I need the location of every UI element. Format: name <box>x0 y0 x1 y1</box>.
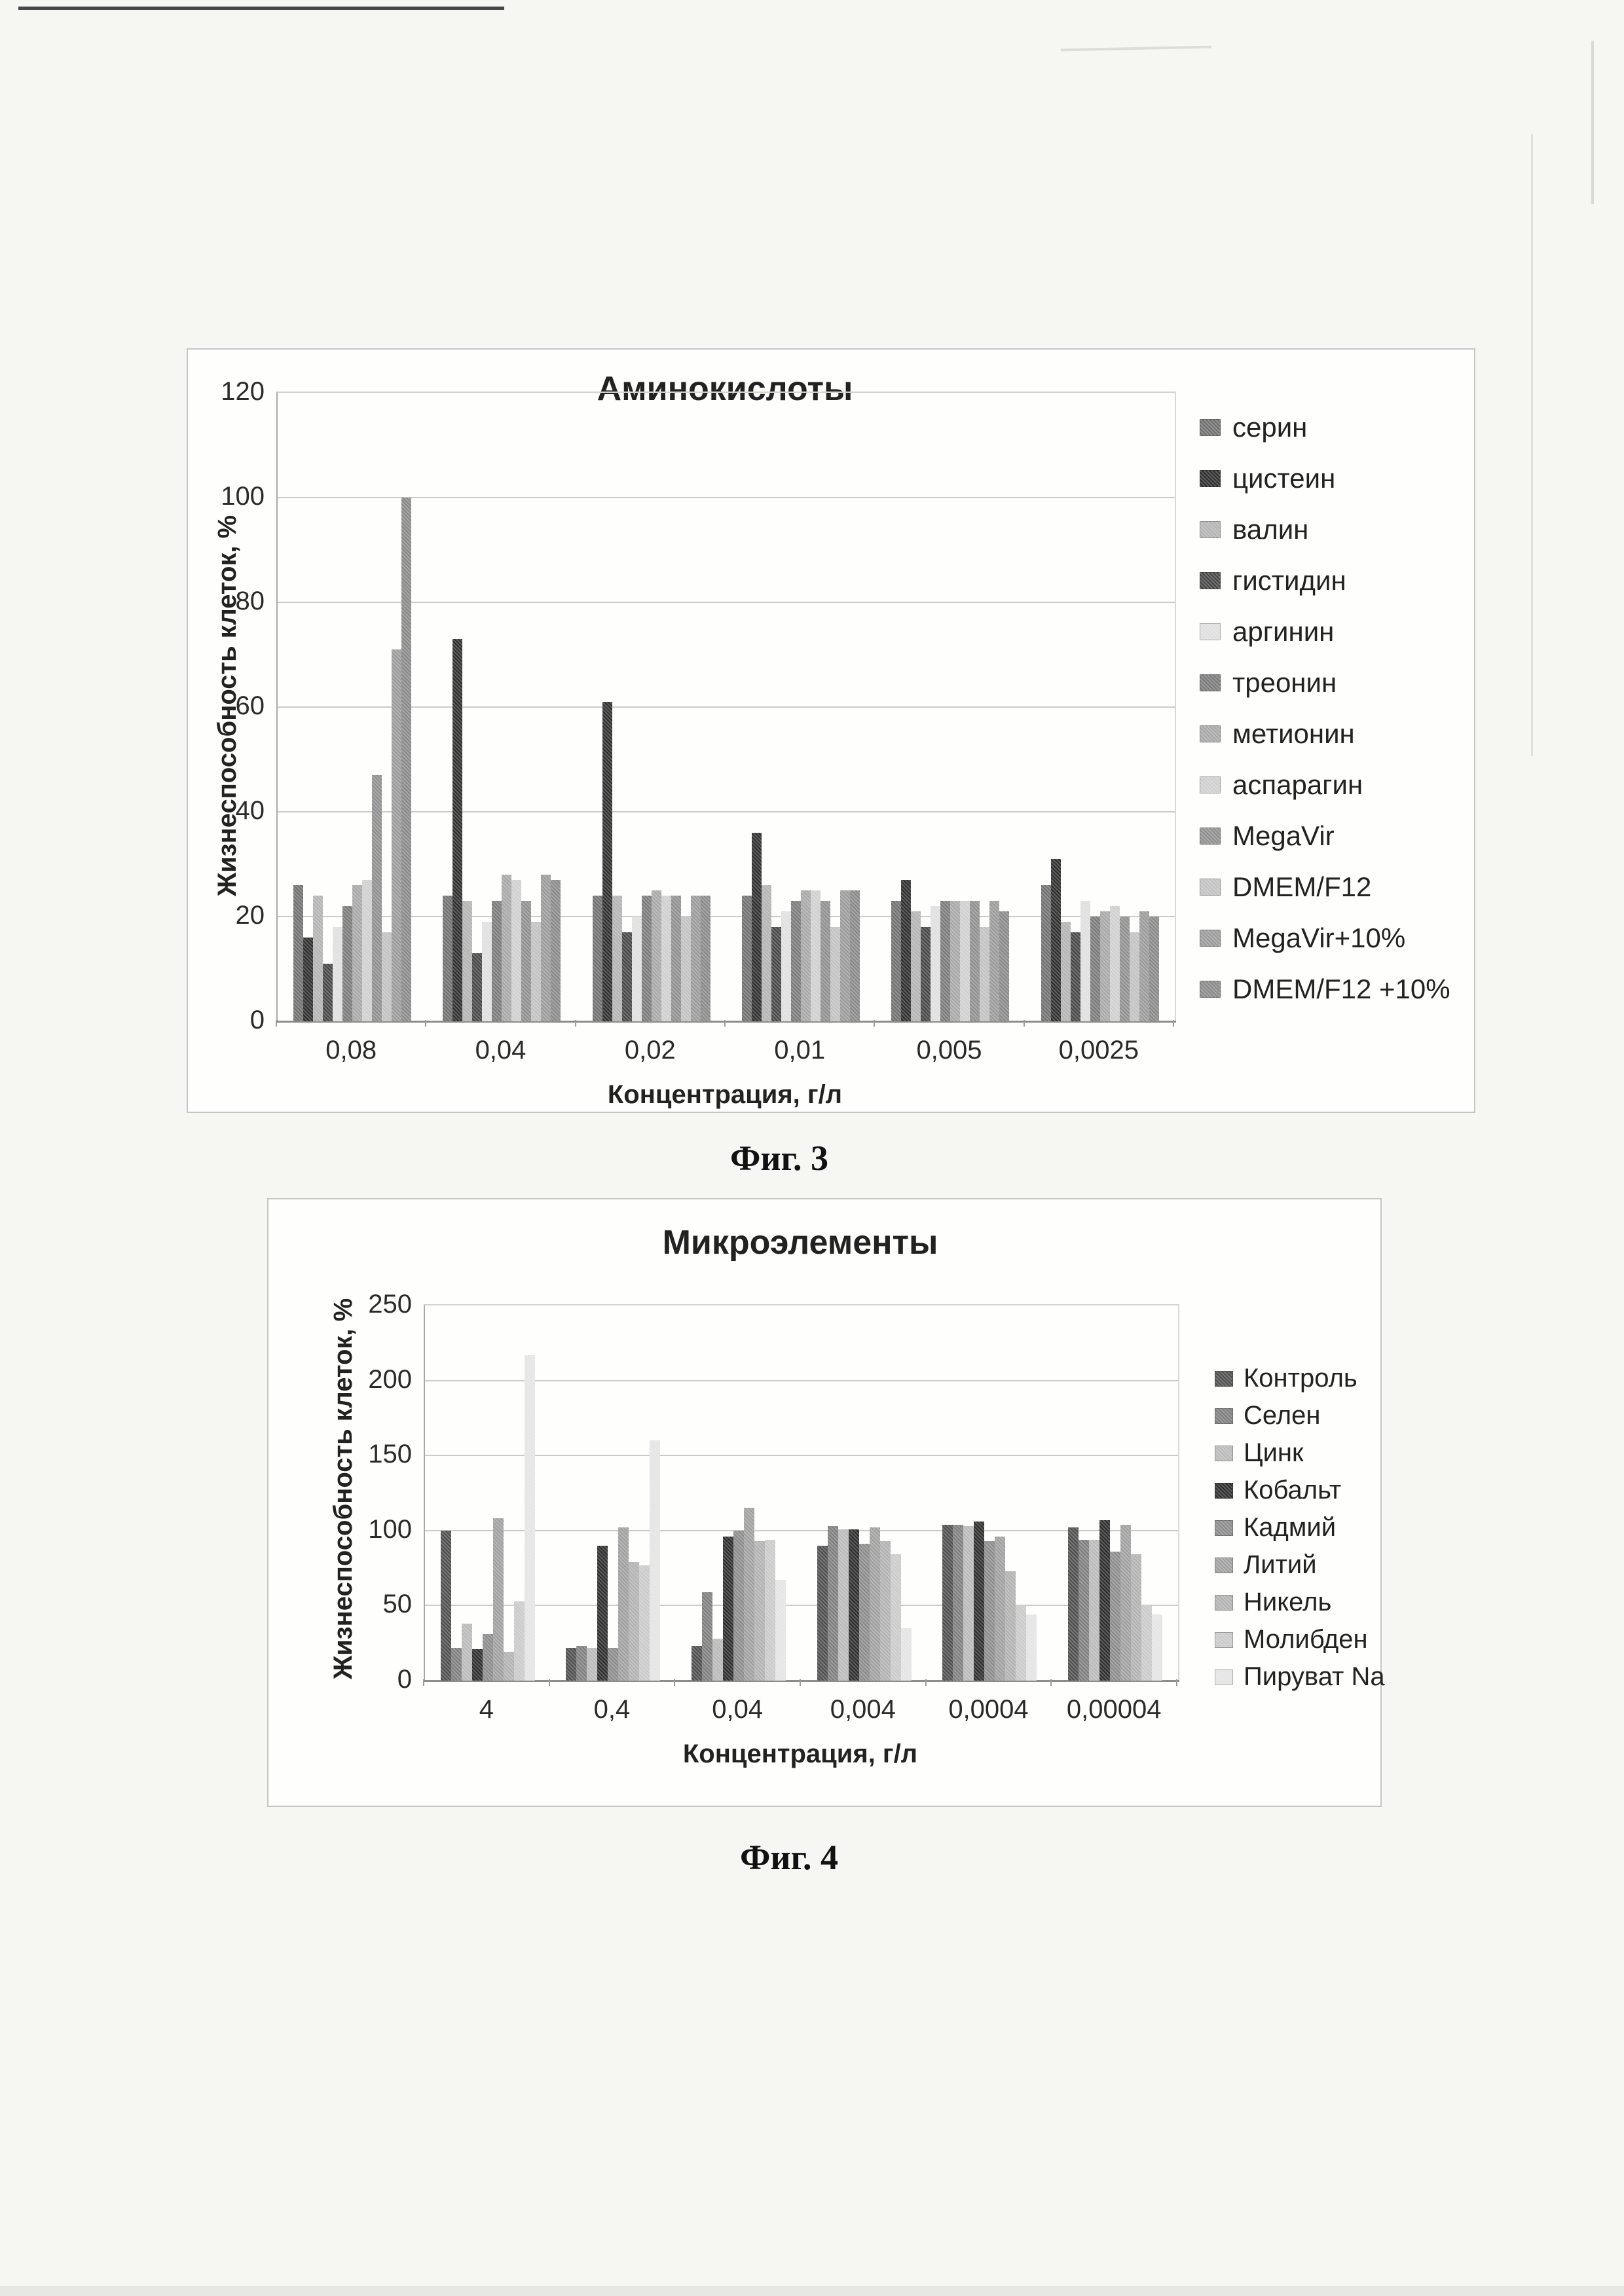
bar <box>984 1541 995 1681</box>
bar <box>811 890 821 1021</box>
bar <box>838 1529 849 1681</box>
legend-item <box>1215 1472 1385 1509</box>
axis-tick-mark <box>575 1020 576 1027</box>
chart-title: Аминокислоты <box>597 370 853 408</box>
bar-group <box>676 1305 802 1681</box>
legend-label: метионин <box>1232 718 1355 749</box>
bar <box>521 901 531 1021</box>
legend-swatch <box>1200 623 1221 640</box>
x-axis-tick-label: 0,004 <box>830 1695 896 1724</box>
bar <box>1110 906 1120 1021</box>
bar <box>622 932 632 1021</box>
bar-group <box>577 393 726 1021</box>
bar <box>502 875 511 1021</box>
bar <box>293 885 303 1021</box>
x-axis-tick-label: 0,04 <box>475 1036 526 1065</box>
bar-group <box>427 393 576 1021</box>
axis-tick-mark <box>674 1679 675 1686</box>
bar-group <box>927 1305 1053 1681</box>
bar <box>1016 1605 1026 1681</box>
bar <box>642 896 652 1021</box>
bar <box>1152 1614 1162 1681</box>
legend-swatch <box>1215 1669 1233 1685</box>
bar <box>323 964 333 1021</box>
legend-item <box>1215 1584 1385 1621</box>
y-axis-tick-label: 0 <box>249 1006 265 1034</box>
axis-tick-mark <box>1050 1679 1052 1686</box>
y-axis-tick-label: 80 <box>235 587 265 615</box>
bar <box>472 953 482 1021</box>
bar <box>1079 1540 1089 1681</box>
legend-swatch <box>1200 879 1221 896</box>
legend-label: цистеин <box>1232 463 1336 494</box>
bar <box>989 901 999 1021</box>
legend-label: MegaVir <box>1232 820 1335 851</box>
legend-label: Кадмий <box>1244 1513 1337 1542</box>
y-axis-title: Жизнеспособность клеток, % <box>329 1298 358 1679</box>
axis-tick-mark <box>724 1020 726 1027</box>
x-axis-tick-label: 0,02 <box>624 1036 676 1065</box>
legend-item <box>1200 657 1450 708</box>
bar-group <box>278 393 427 1021</box>
bar <box>401 498 411 1021</box>
legend-item <box>1200 504 1450 555</box>
bar <box>587 1648 597 1681</box>
bar <box>681 917 691 1021</box>
bar-group <box>1052 1305 1178 1681</box>
bar <box>974 1522 984 1681</box>
y-axis-tick-label: 0 <box>397 1665 412 1694</box>
legend-label: гистидин <box>1232 565 1346 596</box>
x-axis-title: Концентрация, г/л <box>607 1080 843 1109</box>
y-axis-tick-label: 200 <box>368 1364 412 1394</box>
axis-tick-mark <box>1173 1020 1174 1027</box>
bar <box>372 775 382 1021</box>
bar <box>821 901 830 1021</box>
figure-3-amino-acids-chart <box>187 348 1475 1113</box>
bar <box>511 880 521 1021</box>
bar <box>940 901 950 1021</box>
legend-label: MegaVir+10% <box>1232 922 1406 953</box>
bar <box>441 1531 451 1681</box>
bar <box>953 1525 963 1681</box>
legend-swatch <box>1215 1371 1233 1387</box>
bar <box>701 896 710 1021</box>
legend-item <box>1215 1621 1385 1658</box>
bar <box>313 896 323 1021</box>
bar <box>1139 911 1149 1021</box>
legend-label: треонин <box>1232 667 1337 698</box>
bar <box>775 1580 786 1681</box>
bar <box>970 901 980 1021</box>
y-axis-tick-label: 150 <box>368 1440 412 1469</box>
y-axis-tick-label: 40 <box>235 796 265 825</box>
bar <box>980 927 989 1021</box>
bar <box>891 1554 901 1681</box>
legend-item <box>1215 1546 1385 1584</box>
bar <box>303 938 313 1021</box>
bar <box>1090 917 1100 1021</box>
bar <box>671 896 681 1021</box>
legend-label: серин <box>1232 412 1308 443</box>
legend-swatch <box>1215 1408 1233 1424</box>
bar <box>576 1646 587 1681</box>
bar <box>781 911 791 1021</box>
scan-artifact-streak <box>1531 134 1533 756</box>
legend-swatch <box>1215 1595 1233 1611</box>
axis-tick-mark <box>874 1020 875 1027</box>
bar <box>801 890 811 1021</box>
bar <box>723 1537 733 1681</box>
x-axis-tick-label: 0,08 <box>325 1036 377 1065</box>
axis-tick-mark <box>423 1679 424 1686</box>
bar <box>771 927 781 1021</box>
bar <box>392 649 401 1021</box>
bar <box>931 906 940 1021</box>
bar <box>1068 1527 1079 1681</box>
bar <box>452 639 462 1021</box>
legend-label: аспарагин <box>1232 769 1363 800</box>
figure-3-caption: Фиг. 3 <box>730 1139 828 1178</box>
x-axis-tick-label: 0,4 <box>593 1695 631 1724</box>
legend-swatch <box>1200 470 1221 487</box>
axis-tick-mark <box>549 1679 550 1686</box>
legend-label: Пируват Na <box>1244 1662 1385 1691</box>
bar <box>1061 922 1071 1021</box>
bar <box>828 1526 838 1681</box>
bar <box>632 917 642 1021</box>
bar <box>960 901 970 1021</box>
bar <box>597 1546 608 1681</box>
bar <box>1099 1520 1110 1681</box>
x-axis-tick-label: 0,005 <box>916 1036 982 1065</box>
legend-label: Контроль <box>1244 1364 1357 1393</box>
bar <box>1026 1614 1037 1681</box>
legend-swatch <box>1200 419 1221 436</box>
legend-item <box>1215 1360 1385 1397</box>
legend-item <box>1200 606 1450 657</box>
legend-swatch <box>1200 828 1221 845</box>
x-axis-tick-label: 0,01 <box>774 1036 826 1065</box>
bar <box>891 901 901 1021</box>
legend-label: Молибден <box>1244 1625 1368 1654</box>
legend-item <box>1215 1658 1385 1696</box>
bar <box>443 896 452 1021</box>
legend-swatch <box>1200 572 1221 589</box>
x-axis-title: Концентрация, г/л <box>682 1740 918 1768</box>
legend-swatch <box>1215 1446 1233 1461</box>
bar <box>754 1541 765 1681</box>
legend-label: Цинк <box>1244 1438 1304 1467</box>
bar <box>629 1562 639 1681</box>
legend-swatch <box>1200 725 1221 742</box>
x-axis-tick-label: 0,0004 <box>948 1695 1029 1724</box>
legend-label: Литий <box>1244 1550 1317 1579</box>
y-axis-tick-label: 50 <box>382 1590 412 1619</box>
bar <box>692 1646 702 1681</box>
bar <box>504 1652 514 1681</box>
bar <box>1071 932 1080 1021</box>
bar-group <box>876 393 1025 1021</box>
scan-artifact-strip <box>0 2286 1624 2296</box>
axis-tick-mark <box>1024 1020 1025 1027</box>
bar <box>618 1527 629 1681</box>
bar <box>352 885 362 1021</box>
bar <box>472 1649 483 1681</box>
bar <box>652 890 661 1021</box>
bar <box>691 896 701 1021</box>
axis-tick-mark <box>800 1679 801 1686</box>
legend-label: Кобальт <box>1244 1476 1342 1504</box>
axis-tick-mark <box>925 1679 927 1686</box>
bar <box>742 896 752 1021</box>
bar <box>462 1624 472 1681</box>
legend <box>1200 402 1450 1015</box>
bar <box>566 1648 576 1681</box>
bar <box>551 880 561 1021</box>
x-axis-tick-label: 4 <box>479 1695 494 1724</box>
legend-swatch <box>1200 981 1221 998</box>
bar <box>744 1508 754 1681</box>
legend-item <box>1215 1509 1385 1546</box>
bar <box>870 1527 880 1681</box>
scan-artifact-streak <box>1591 41 1594 204</box>
bar <box>342 906 352 1021</box>
legend-label: аргинин <box>1232 616 1335 647</box>
bar <box>901 880 911 1021</box>
figure-4-trace-elements-chart <box>267 1198 1385 1807</box>
axis-tick-mark <box>276 1020 277 1027</box>
bar <box>333 927 342 1021</box>
bar-group <box>551 1305 676 1681</box>
bar <box>999 911 1009 1021</box>
bar <box>762 885 771 1021</box>
bar <box>650 1440 660 1681</box>
bar <box>840 890 850 1021</box>
legend-label: DMEM/F12 +10% <box>1232 974 1450 1004</box>
legend-item <box>1200 862 1450 913</box>
legend-item <box>1200 708 1450 759</box>
legend-item <box>1200 913 1450 964</box>
bar <box>1100 911 1110 1021</box>
figure-4-caption: Фиг. 4 <box>740 1838 838 1877</box>
bar <box>963 1526 974 1681</box>
bar <box>482 922 492 1021</box>
bar <box>1089 1540 1099 1681</box>
legend-item <box>1200 811 1450 862</box>
bar <box>1149 917 1159 1021</box>
bar <box>950 901 960 1021</box>
bar <box>493 1518 504 1681</box>
legend-swatch <box>1215 1483 1233 1499</box>
bar-group <box>425 1305 551 1681</box>
bar <box>602 702 612 1021</box>
legend-label: Селен <box>1244 1401 1321 1430</box>
bar <box>850 890 860 1021</box>
bar <box>1120 917 1130 1021</box>
axis-tick-mark <box>1176 1679 1177 1686</box>
bar <box>639 1565 650 1681</box>
x-axis-tick-label: 0,04 <box>712 1695 764 1724</box>
y-axis-tick-label: 120 <box>221 377 265 406</box>
legend-swatch <box>1215 1520 1233 1536</box>
legend-item <box>1200 402 1450 453</box>
bar <box>661 896 671 1021</box>
bar <box>791 901 801 1021</box>
legend-swatch <box>1215 1558 1233 1573</box>
bar <box>901 1628 912 1681</box>
bar <box>849 1529 859 1681</box>
bar <box>1005 1571 1016 1681</box>
legend-item <box>1215 1434 1385 1472</box>
bar <box>593 896 602 1021</box>
x-axis-tick-label: 0,0025 <box>1058 1036 1139 1065</box>
bar <box>830 927 840 1021</box>
y-axis-tick-label: 100 <box>368 1514 412 1544</box>
bar <box>880 1541 891 1681</box>
legend-item <box>1215 1397 1385 1434</box>
bar <box>1131 1554 1141 1681</box>
bar <box>492 901 502 1021</box>
y-axis-tick-label: 20 <box>235 901 265 930</box>
y-axis-tick-label: 60 <box>235 691 265 720</box>
legend-swatch <box>1200 521 1221 538</box>
bar <box>483 1634 493 1681</box>
bar <box>1080 901 1090 1021</box>
bar <box>733 1531 744 1681</box>
bar <box>612 896 622 1021</box>
bar <box>541 875 551 1021</box>
scan-artifact-smudge <box>1061 46 1211 52</box>
bar <box>995 1537 1005 1681</box>
legend-label: Никель <box>1244 1588 1332 1616</box>
bar <box>362 880 372 1021</box>
bar <box>1130 932 1139 1021</box>
bar <box>608 1648 618 1681</box>
bar <box>514 1601 525 1681</box>
bar <box>817 1546 828 1681</box>
legend-item <box>1200 759 1450 811</box>
bar <box>942 1525 953 1681</box>
bar <box>859 1544 870 1681</box>
bar-group <box>1025 393 1175 1021</box>
plot-area <box>424 1304 1179 1681</box>
bar <box>531 922 541 1021</box>
chart-title: Микроэлементы <box>662 1224 938 1262</box>
plot-area <box>276 392 1176 1021</box>
y-axis-tick-label: 100 <box>221 482 265 511</box>
bar <box>1110 1552 1120 1681</box>
legend-swatch <box>1200 930 1221 947</box>
bar <box>525 1355 535 1681</box>
x-axis-tick-label: 0,00004 <box>1066 1695 1162 1724</box>
bar <box>921 927 931 1021</box>
bar <box>1120 1525 1131 1681</box>
legend-label: DMEM/F12 <box>1232 871 1372 902</box>
bar <box>911 911 921 1021</box>
legend-swatch <box>1200 674 1221 691</box>
legend-label: валин <box>1232 514 1309 545</box>
legend-swatch <box>1215 1632 1233 1648</box>
bar <box>712 1639 723 1681</box>
bar <box>1051 859 1061 1021</box>
bar <box>765 1540 775 1681</box>
legend <box>1215 1360 1385 1696</box>
bar <box>1141 1605 1152 1681</box>
y-axis-title: Жизнеспособность клеток, % <box>213 515 242 897</box>
scan-artifact-line <box>18 7 504 10</box>
legend-item <box>1200 453 1450 504</box>
bar-group <box>802 1305 927 1681</box>
bar <box>1041 885 1051 1021</box>
legend-item <box>1200 964 1450 1015</box>
bar <box>462 901 472 1021</box>
bar <box>382 932 392 1021</box>
y-axis-tick-label: 250 <box>368 1290 412 1319</box>
bar-group <box>726 393 876 1021</box>
axis-tick-mark <box>425 1020 426 1027</box>
bar <box>702 1592 712 1681</box>
bar <box>451 1648 462 1681</box>
legend-swatch <box>1200 776 1221 793</box>
bar <box>752 833 762 1021</box>
legend-item <box>1200 555 1450 606</box>
